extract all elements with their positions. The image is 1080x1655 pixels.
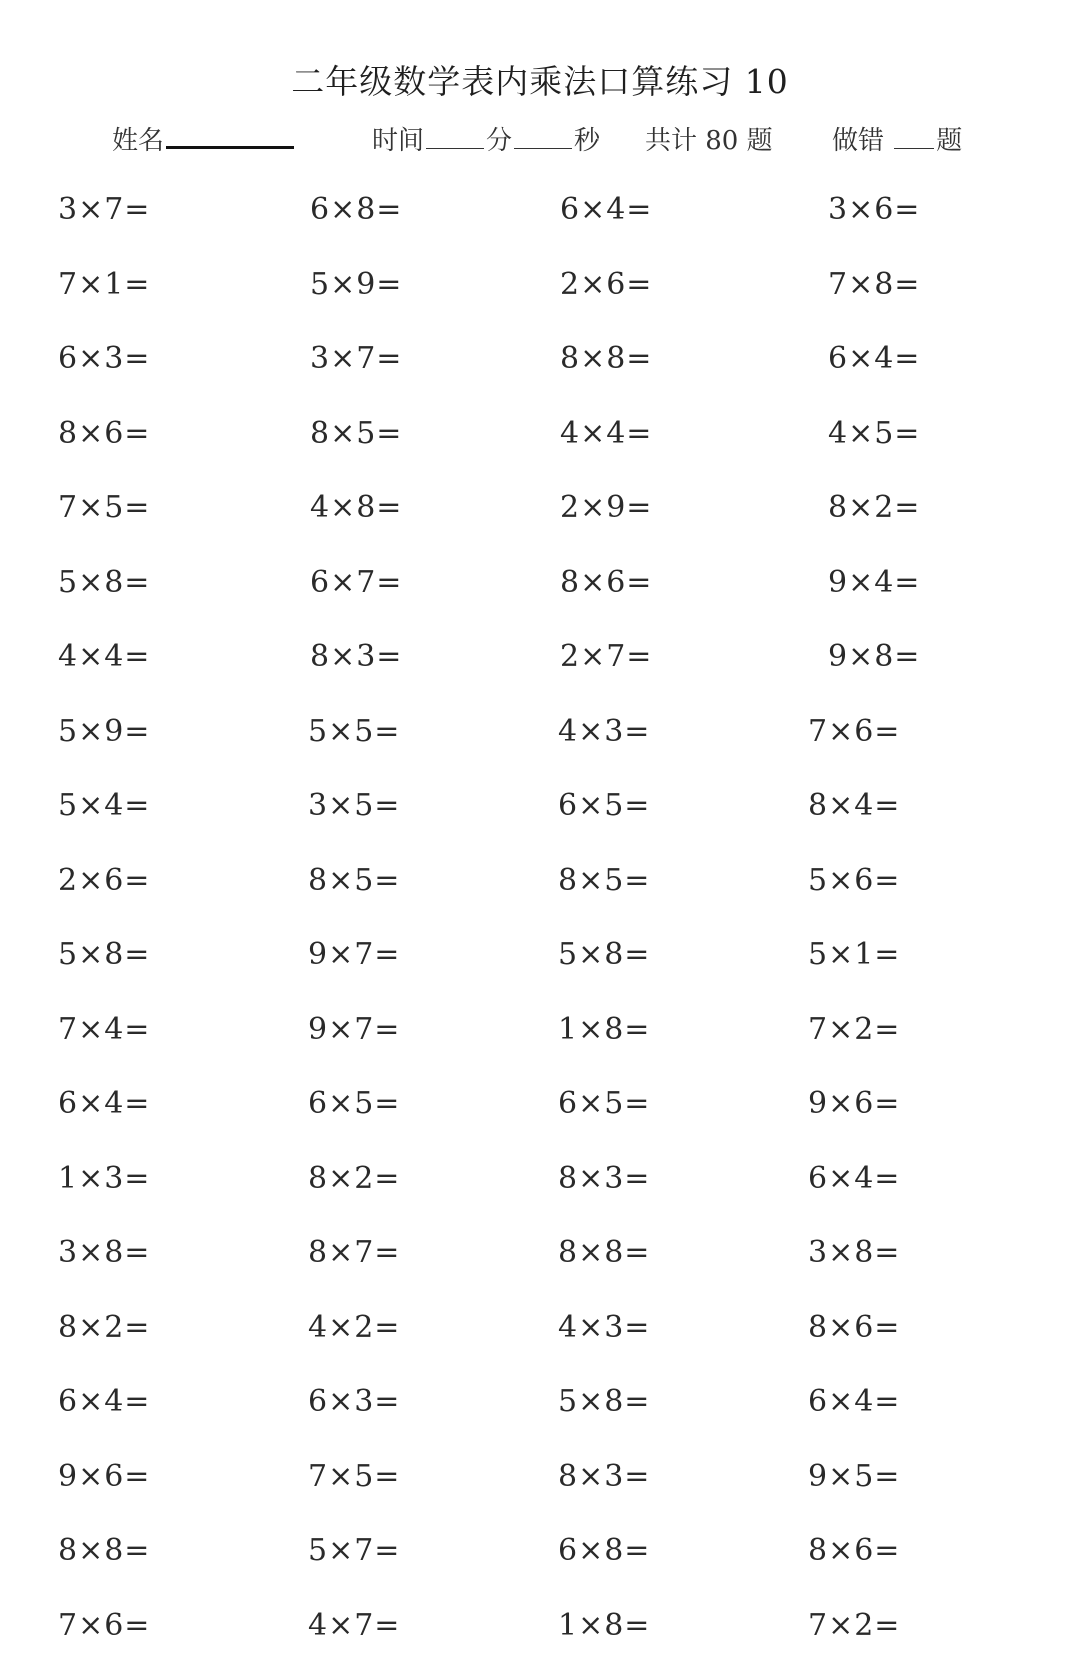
- problem-r1-c3: 6×4=: [560, 192, 653, 227]
- problem-r3-c2: 3×7=: [310, 341, 403, 376]
- total-count: 共计 80 题: [645, 126, 773, 156]
- wrong-label: 做错: [832, 126, 885, 156]
- problem-r7-c1: 4×4=: [58, 639, 151, 674]
- problem-r15-c1: 3×8=: [58, 1235, 151, 1270]
- problem-r18-c4: 9×5=: [808, 1459, 901, 1494]
- time-label: 时间: [372, 126, 425, 156]
- problem-r4-c4: 4×5=: [828, 416, 921, 451]
- wrong-suffix: 题: [936, 126, 963, 156]
- problem-r19-c1: 8×8=: [58, 1533, 151, 1568]
- problem-r15-c2: 8×7=: [308, 1235, 401, 1270]
- problem-r17-c2: 6×3=: [308, 1384, 401, 1419]
- problem-r1-c1: 3×7=: [58, 192, 151, 227]
- problem-r9-c4: 8×4=: [808, 788, 901, 823]
- problem-r5-c1: 7×5=: [58, 490, 151, 525]
- problem-r14-c2: 8×2=: [308, 1161, 401, 1196]
- problem-r12-c4: 7×2=: [808, 1012, 901, 1047]
- problem-r2-c1: 7×1=: [58, 267, 151, 302]
- problem-r11-c1: 5×8=: [58, 937, 151, 972]
- problem-r5-c4: 8×2=: [828, 490, 921, 525]
- problem-r16-c2: 4×2=: [308, 1310, 401, 1345]
- problem-r11-c4: 5×1=: [808, 937, 901, 972]
- problem-r17-c1: 6×4=: [58, 1384, 151, 1419]
- problem-r12-c2: 9×7=: [308, 1012, 401, 1047]
- problem-r16-c3: 4×3=: [558, 1310, 651, 1345]
- problem-r17-c4: 6×4=: [808, 1384, 901, 1419]
- problem-r14-c4: 6×4=: [808, 1161, 901, 1196]
- problem-r8-c1: 5×9=: [58, 714, 151, 749]
- problem-r7-c4: 9×8=: [828, 639, 921, 674]
- problem-r17-c3: 5×8=: [558, 1384, 651, 1419]
- problem-r6-c1: 5×8=: [58, 565, 151, 600]
- problem-r7-c3: 2×7=: [560, 639, 653, 674]
- problem-r1-c4: 3×6=: [828, 192, 921, 227]
- problem-r7-c2: 8×3=: [310, 639, 403, 674]
- problem-r9-c1: 5×4=: [58, 788, 151, 823]
- problem-r2-c2: 5×9=: [310, 267, 403, 302]
- problem-r4-c1: 8×6=: [58, 416, 151, 451]
- problem-r12-c3: 1×8=: [558, 1012, 651, 1047]
- problem-r13-c3: 6×5=: [558, 1086, 651, 1121]
- problem-r3-c3: 8×8=: [560, 341, 653, 376]
- problem-r10-c1: 2×6=: [58, 863, 151, 898]
- problem-r14-c3: 8×3=: [558, 1161, 651, 1196]
- problem-r2-c3: 2×6=: [560, 267, 653, 302]
- second-label: 秒: [574, 126, 601, 156]
- problem-r18-c3: 8×3=: [558, 1459, 651, 1494]
- problem-r19-c4: 8×6=: [808, 1533, 901, 1568]
- minute-label: 分: [486, 126, 513, 156]
- problem-r9-c2: 3×5=: [308, 788, 401, 823]
- problem-r8-c2: 5×5=: [308, 714, 401, 749]
- problem-r4-c2: 8×5=: [310, 416, 403, 451]
- problem-r13-c1: 6×4=: [58, 1086, 151, 1121]
- problem-r3-c1: 6×3=: [58, 341, 151, 376]
- problem-r16-c1: 8×2=: [58, 1310, 151, 1345]
- problem-r1-c2: 6×8=: [310, 192, 403, 227]
- problem-r9-c3: 6×5=: [558, 788, 651, 823]
- problem-r5-c2: 4×8=: [310, 490, 403, 525]
- problem-r11-c2: 9×7=: [308, 937, 401, 972]
- problem-r19-c3: 6×8=: [558, 1533, 651, 1568]
- problem-r16-c4: 8×6=: [808, 1310, 901, 1345]
- problem-r18-c2: 7×5=: [308, 1459, 401, 1494]
- problem-r8-c4: 7×6=: [808, 714, 901, 749]
- problem-r6-c4: 9×4=: [828, 565, 921, 600]
- problem-r20-c3: 1×8=: [558, 1608, 651, 1643]
- problem-r13-c4: 9×6=: [808, 1086, 901, 1121]
- problem-r10-c4: 5×6=: [808, 863, 901, 898]
- problem-r14-c1: 1×3=: [58, 1161, 151, 1196]
- problem-r12-c1: 7×4=: [58, 1012, 151, 1047]
- problem-r18-c1: 9×6=: [58, 1459, 151, 1494]
- problem-r15-c4: 3×8=: [808, 1235, 901, 1270]
- problem-r2-c4: 7×8=: [828, 267, 921, 302]
- problem-r8-c3: 4×3=: [558, 714, 651, 749]
- problem-r15-c3: 8×8=: [558, 1235, 651, 1270]
- problem-r10-c3: 8×5=: [558, 863, 651, 898]
- problem-r10-c2: 8×5=: [308, 863, 401, 898]
- problem-r13-c2: 6×5=: [308, 1086, 401, 1121]
- name-label: 姓名: [112, 126, 165, 156]
- problem-r5-c3: 2×9=: [560, 490, 653, 525]
- problem-r11-c3: 5×8=: [558, 937, 651, 972]
- problem-r6-c2: 6×7=: [310, 565, 403, 600]
- problem-r19-c2: 5×7=: [308, 1533, 401, 1568]
- problem-r4-c3: 4×4=: [560, 416, 653, 451]
- problem-r20-c4: 7×2=: [808, 1608, 901, 1643]
- problem-r20-c2: 4×7=: [308, 1608, 401, 1643]
- problem-r20-c1: 7×6=: [58, 1608, 151, 1643]
- problem-r6-c3: 8×6=: [560, 565, 653, 600]
- worksheet-title: 二年级数学表内乘法口算练习 10: [291, 62, 789, 101]
- problem-r3-c4: 6×4=: [828, 341, 921, 376]
